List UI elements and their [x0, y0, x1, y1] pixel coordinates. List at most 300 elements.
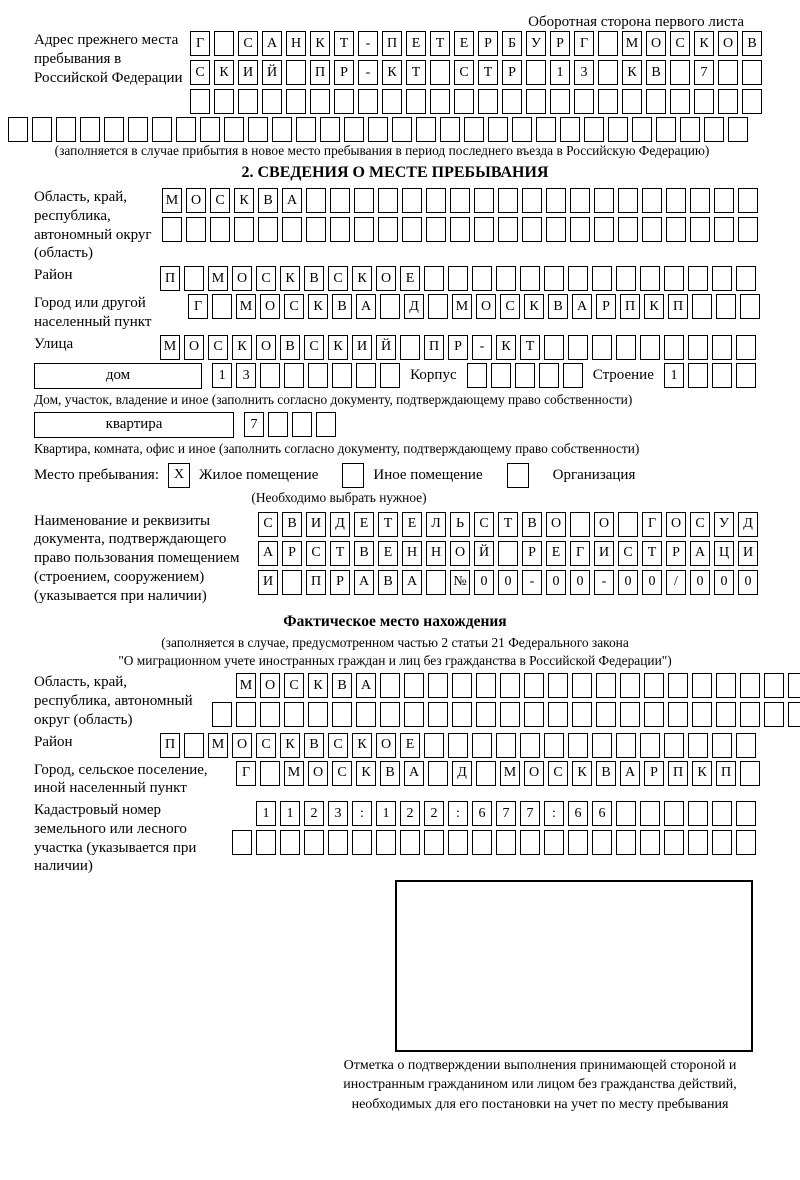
char-cell[interactable]	[526, 60, 546, 85]
char-cell[interactable]: М	[452, 294, 472, 319]
char-cell[interactable]	[618, 217, 638, 242]
char-cell[interactable]: А	[262, 31, 282, 56]
char-cell[interactable]: Т	[478, 60, 498, 85]
char-cell[interactable]: Р	[522, 541, 542, 566]
char-cell[interactable]	[330, 217, 350, 242]
char-cell[interactable]: М	[284, 761, 304, 786]
char-cell[interactable]	[688, 733, 708, 758]
char-cell[interactable]: 7	[520, 801, 540, 826]
char-cell[interactable]	[520, 266, 540, 291]
char-cell[interactable]	[714, 188, 734, 213]
char-cell[interactable]: О	[260, 673, 280, 698]
char-cell[interactable]	[328, 830, 348, 855]
char-cell[interactable]	[616, 830, 636, 855]
char-cell[interactable]	[596, 673, 616, 698]
char-cell[interactable]: Б	[502, 31, 522, 56]
char-cell[interactable]	[640, 266, 660, 291]
char-cell[interactable]: Т	[430, 31, 450, 56]
char-cell[interactable]: Р	[550, 31, 570, 56]
char-cell[interactable]: К	[694, 31, 714, 56]
char-cell[interactable]: Г	[642, 512, 662, 537]
char-cell[interactable]	[764, 702, 784, 727]
char-cell[interactable]	[424, 733, 444, 758]
char-cell[interactable]	[740, 761, 760, 786]
char-cell[interactable]: В	[378, 570, 398, 595]
char-cell[interactable]: К	[644, 294, 664, 319]
char-cell[interactable]	[520, 733, 540, 758]
char-cell[interactable]: Й	[262, 60, 282, 85]
char-cell[interactable]	[618, 512, 638, 537]
char-cell[interactable]: 3	[574, 60, 594, 85]
char-cell[interactable]	[536, 117, 556, 142]
char-cell[interactable]	[616, 266, 636, 291]
char-cell[interactable]	[764, 673, 784, 698]
char-cell[interactable]: С	[474, 512, 494, 537]
char-cell[interactable]	[548, 702, 568, 727]
char-cell[interactable]	[644, 673, 664, 698]
char-cell[interactable]	[666, 188, 686, 213]
char-cell[interactable]: Т	[330, 541, 350, 566]
char-cell[interactable]: С	[454, 60, 474, 85]
char-cell[interactable]	[378, 188, 398, 213]
char-cell[interactable]	[688, 335, 708, 360]
char-cell[interactable]	[690, 217, 710, 242]
char-cell[interactable]: С	[304, 335, 324, 360]
char-cell[interactable]: 0	[474, 570, 494, 595]
char-cell[interactable]	[378, 217, 398, 242]
char-cell[interactable]	[714, 217, 734, 242]
char-cell[interactable]: О	[256, 335, 276, 360]
char-cell[interactable]	[234, 217, 254, 242]
char-cell[interactable]	[642, 188, 662, 213]
char-cell[interactable]	[788, 673, 800, 698]
char-cell[interactable]: К	[280, 266, 300, 291]
char-cell[interactable]	[592, 733, 612, 758]
char-cell[interactable]	[570, 188, 590, 213]
char-cell[interactable]	[392, 117, 412, 142]
char-cell[interactable]	[452, 702, 472, 727]
char-cell[interactable]: В	[646, 60, 666, 85]
char-cell[interactable]	[282, 217, 302, 242]
char-cell[interactable]	[430, 60, 450, 85]
char-cell[interactable]	[526, 89, 546, 114]
char-cell[interactable]	[742, 89, 762, 114]
char-cell[interactable]: 6	[472, 801, 492, 826]
char-cell[interactable]: А	[356, 673, 376, 698]
char-cell[interactable]: К	[692, 761, 712, 786]
char-cell[interactable]: Л	[426, 512, 446, 537]
char-cell[interactable]	[712, 830, 732, 855]
char-cell[interactable]	[128, 117, 148, 142]
char-cell[interactable]: О	[546, 512, 566, 537]
char-cell[interactable]	[214, 89, 234, 114]
char-cell[interactable]	[664, 266, 684, 291]
char-cell[interactable]	[572, 673, 592, 698]
char-cell[interactable]: 1	[376, 801, 396, 826]
char-cell[interactable]	[190, 89, 210, 114]
char-cell[interactable]: В	[742, 31, 762, 56]
char-cell[interactable]: А	[356, 294, 376, 319]
char-cell[interactable]: У	[526, 31, 546, 56]
char-cell[interactable]: 0	[642, 570, 662, 595]
char-cell[interactable]	[692, 673, 712, 698]
char-cell[interactable]	[500, 673, 520, 698]
char-cell[interactable]	[568, 266, 588, 291]
char-cell[interactable]: О	[376, 733, 396, 758]
char-cell[interactable]	[292, 412, 312, 437]
char-cell[interactable]	[332, 363, 352, 388]
char-cell[interactable]: А	[402, 570, 422, 595]
char-cell[interactable]: В	[354, 541, 374, 566]
char-cell[interactable]	[656, 117, 676, 142]
char-cell[interactable]: О	[260, 294, 280, 319]
char-cell[interactable]	[738, 217, 758, 242]
char-cell[interactable]: С	[670, 31, 690, 56]
char-cell[interactable]	[680, 117, 700, 142]
char-cell[interactable]	[404, 702, 424, 727]
char-cell[interactable]: Д	[404, 294, 424, 319]
char-cell[interactable]: Т	[520, 335, 540, 360]
char-cell[interactable]: К	[280, 733, 300, 758]
char-cell[interactable]: О	[376, 266, 396, 291]
char-cell[interactable]	[712, 335, 732, 360]
char-cell[interactable]	[616, 335, 636, 360]
char-cell[interactable]	[306, 188, 326, 213]
char-cell[interactable]: М	[236, 294, 256, 319]
char-cell[interactable]	[214, 31, 234, 56]
char-cell[interactable]: О	[450, 541, 470, 566]
char-cell[interactable]: С	[328, 266, 348, 291]
char-cell[interactable]	[718, 60, 738, 85]
char-cell[interactable]: С	[208, 335, 228, 360]
char-cell[interactable]: 3	[236, 363, 256, 388]
char-cell[interactable]: Г	[236, 761, 256, 786]
char-cell[interactable]: Е	[378, 541, 398, 566]
char-cell[interactable]	[500, 702, 520, 727]
char-cell[interactable]	[184, 266, 204, 291]
char-cell[interactable]	[620, 673, 640, 698]
char-cell[interactable]: Д	[738, 512, 758, 537]
char-cell[interactable]	[608, 117, 628, 142]
char-cell[interactable]: 1	[664, 363, 684, 388]
char-cell[interactable]: О	[232, 266, 252, 291]
char-cell[interactable]: 7	[496, 801, 516, 826]
char-cell[interactable]	[688, 830, 708, 855]
char-cell[interactable]: П	[620, 294, 640, 319]
char-cell[interactable]	[286, 60, 306, 85]
char-cell[interactable]	[416, 117, 436, 142]
char-cell[interactable]: О	[232, 733, 252, 758]
char-cell[interactable]	[400, 830, 420, 855]
char-cell[interactable]	[502, 89, 522, 114]
char-cell[interactable]: Р	[448, 335, 468, 360]
char-cell[interactable]	[736, 733, 756, 758]
char-cell[interactable]	[496, 830, 516, 855]
char-cell[interactable]	[224, 117, 244, 142]
char-cell[interactable]: 0	[618, 570, 638, 595]
char-cell[interactable]	[688, 363, 708, 388]
char-cell[interactable]	[284, 363, 304, 388]
char-cell[interactable]	[640, 733, 660, 758]
char-cell[interactable]: О	[666, 512, 686, 537]
char-cell[interactable]	[498, 541, 518, 566]
char-cell[interactable]	[424, 830, 444, 855]
char-cell[interactable]	[498, 217, 518, 242]
char-cell[interactable]: М	[622, 31, 642, 56]
char-cell[interactable]	[248, 117, 268, 142]
char-cell[interactable]	[476, 702, 496, 727]
char-cell[interactable]: А	[572, 294, 592, 319]
char-cell[interactable]: Г	[574, 31, 594, 56]
char-cell[interactable]: К	[572, 761, 592, 786]
char-cell[interactable]: О	[184, 335, 204, 360]
char-cell[interactable]	[344, 117, 364, 142]
char-cell[interactable]	[406, 89, 426, 114]
char-cell[interactable]: 1	[256, 801, 276, 826]
char-cell[interactable]: В	[280, 335, 300, 360]
char-cell[interactable]: Е	[454, 31, 474, 56]
char-cell[interactable]: К	[352, 266, 372, 291]
char-cell[interactable]	[584, 117, 604, 142]
char-cell[interactable]: П	[668, 294, 688, 319]
char-cell[interactable]	[260, 702, 280, 727]
char-cell[interactable]: К	[214, 60, 234, 85]
char-cell[interactable]: Д	[452, 761, 472, 786]
char-cell[interactable]	[550, 89, 570, 114]
char-cell[interactable]	[210, 217, 230, 242]
char-cell[interactable]	[262, 89, 282, 114]
char-cell[interactable]	[448, 266, 468, 291]
char-cell[interactable]	[668, 673, 688, 698]
char-cell[interactable]: С	[190, 60, 210, 85]
char-cell[interactable]	[304, 830, 324, 855]
char-cell[interactable]	[332, 702, 352, 727]
char-cell[interactable]: Т	[406, 60, 426, 85]
char-cell[interactable]	[594, 188, 614, 213]
char-cell[interactable]: В	[522, 512, 542, 537]
char-cell[interactable]: М	[500, 761, 520, 786]
char-cell[interactable]	[544, 335, 564, 360]
char-cell[interactable]: П	[424, 335, 444, 360]
char-cell[interactable]: С	[618, 541, 638, 566]
char-cell[interactable]: 1	[280, 801, 300, 826]
char-cell[interactable]	[524, 702, 544, 727]
char-cell[interactable]	[568, 335, 588, 360]
char-cell[interactable]	[104, 117, 124, 142]
char-cell[interactable]	[736, 363, 756, 388]
char-cell[interactable]: М	[208, 266, 228, 291]
char-cell[interactable]: И	[594, 541, 614, 566]
char-cell[interactable]	[308, 363, 328, 388]
char-cell[interactable]	[496, 733, 516, 758]
char-cell[interactable]	[716, 294, 736, 319]
char-cell[interactable]	[640, 830, 660, 855]
char-cell[interactable]: И	[306, 512, 326, 537]
char-cell[interactable]: Й	[474, 541, 494, 566]
char-cell[interactable]: -	[472, 335, 492, 360]
char-cell[interactable]: Р	[666, 541, 686, 566]
char-cell[interactable]	[618, 188, 638, 213]
char-cell[interactable]: -	[358, 31, 378, 56]
char-cell[interactable]	[310, 89, 330, 114]
char-cell[interactable]	[404, 673, 424, 698]
char-cell[interactable]: О	[594, 512, 614, 537]
char-cell[interactable]: Д	[330, 512, 350, 537]
char-cell[interactable]	[380, 673, 400, 698]
char-cell[interactable]: П	[160, 266, 180, 291]
char-cell[interactable]	[352, 830, 372, 855]
char-cell[interactable]	[380, 702, 400, 727]
char-cell[interactable]	[474, 217, 494, 242]
char-cell[interactable]	[712, 733, 732, 758]
char-cell[interactable]	[622, 89, 642, 114]
char-cell[interactable]	[520, 830, 540, 855]
char-cell[interactable]: Ц	[714, 541, 734, 566]
char-cell[interactable]	[670, 89, 690, 114]
char-cell[interactable]	[524, 673, 544, 698]
char-cell[interactable]: К	[356, 761, 376, 786]
char-cell[interactable]	[598, 89, 618, 114]
char-cell[interactable]	[491, 363, 511, 388]
char-cell[interactable]	[476, 673, 496, 698]
char-cell[interactable]	[644, 702, 664, 727]
char-cell[interactable]	[268, 412, 288, 437]
char-cell[interactable]: А	[258, 541, 278, 566]
char-cell[interactable]	[376, 830, 396, 855]
stay-type-checkbox-other-premises[interactable]	[342, 463, 364, 488]
char-cell[interactable]	[334, 89, 354, 114]
char-cell[interactable]	[740, 702, 760, 727]
char-cell[interactable]	[450, 217, 470, 242]
char-cell[interactable]	[688, 801, 708, 826]
char-cell[interactable]: Ь	[450, 512, 470, 537]
char-cell[interactable]: С	[284, 294, 304, 319]
char-cell[interactable]: 0	[498, 570, 518, 595]
char-cell[interactable]	[572, 702, 592, 727]
char-cell[interactable]	[716, 702, 736, 727]
char-cell[interactable]	[256, 830, 276, 855]
char-cell[interactable]: С	[332, 761, 352, 786]
char-cell[interactable]: В	[332, 673, 352, 698]
char-cell[interactable]: В	[596, 761, 616, 786]
char-cell[interactable]	[544, 266, 564, 291]
char-cell[interactable]	[574, 89, 594, 114]
char-cell[interactable]: Е	[546, 541, 566, 566]
char-cell[interactable]: К	[622, 60, 642, 85]
char-cell[interactable]: Р	[478, 31, 498, 56]
char-cell[interactable]: Е	[400, 733, 420, 758]
char-cell[interactable]: С	[256, 733, 276, 758]
char-cell[interactable]	[632, 117, 652, 142]
char-cell[interactable]	[428, 673, 448, 698]
char-cell[interactable]: Е	[400, 266, 420, 291]
char-cell[interactable]	[356, 363, 376, 388]
char-cell[interactable]: :	[352, 801, 372, 826]
char-cell[interactable]	[670, 60, 690, 85]
char-cell[interactable]: С	[328, 733, 348, 758]
char-cell[interactable]: К	[234, 188, 254, 213]
char-cell[interactable]	[426, 570, 446, 595]
char-cell[interactable]: О	[646, 31, 666, 56]
char-cell[interactable]: С	[238, 31, 258, 56]
char-cell[interactable]	[498, 188, 518, 213]
char-cell[interactable]: Г	[190, 31, 210, 56]
char-cell[interactable]: Е	[354, 512, 374, 537]
char-cell[interactable]: 0	[738, 570, 758, 595]
char-cell[interactable]: Р	[330, 570, 350, 595]
char-cell[interactable]	[616, 733, 636, 758]
char-cell[interactable]: 3	[328, 801, 348, 826]
char-cell[interactable]	[563, 363, 583, 388]
char-cell[interactable]: П	[716, 761, 736, 786]
char-cell[interactable]: Е	[406, 31, 426, 56]
char-cell[interactable]	[272, 117, 292, 142]
char-cell[interactable]	[428, 761, 448, 786]
char-cell[interactable]	[712, 363, 732, 388]
char-cell[interactable]	[478, 89, 498, 114]
char-cell[interactable]: Р	[644, 761, 664, 786]
char-cell[interactable]	[476, 761, 496, 786]
char-cell[interactable]	[200, 117, 220, 142]
char-cell[interactable]	[692, 294, 712, 319]
char-cell[interactable]	[620, 702, 640, 727]
char-cell[interactable]: С	[500, 294, 520, 319]
stay-type-checkbox-organization[interactable]	[507, 463, 529, 488]
char-cell[interactable]	[568, 733, 588, 758]
char-cell[interactable]: С	[284, 673, 304, 698]
char-cell[interactable]	[184, 733, 204, 758]
char-cell[interactable]: К	[308, 294, 328, 319]
char-cell[interactable]: Т	[378, 512, 398, 537]
char-cell[interactable]: В	[304, 733, 324, 758]
char-cell[interactable]: И	[352, 335, 372, 360]
char-cell[interactable]	[212, 702, 232, 727]
char-cell[interactable]	[80, 117, 100, 142]
char-cell[interactable]	[522, 188, 542, 213]
char-cell[interactable]	[380, 363, 400, 388]
char-cell[interactable]: А	[404, 761, 424, 786]
char-cell[interactable]	[424, 266, 444, 291]
char-cell[interactable]: П	[668, 761, 688, 786]
char-cell[interactable]	[464, 117, 484, 142]
char-cell[interactable]	[280, 830, 300, 855]
char-cell[interactable]	[546, 188, 566, 213]
char-cell[interactable]: :	[544, 801, 564, 826]
char-cell[interactable]: К	[310, 31, 330, 56]
char-cell[interactable]	[296, 117, 316, 142]
char-cell[interactable]: К	[496, 335, 516, 360]
char-cell[interactable]: М	[208, 733, 228, 758]
char-cell[interactable]: В	[258, 188, 278, 213]
char-cell[interactable]: 7	[244, 412, 264, 437]
char-cell[interactable]: П	[310, 60, 330, 85]
char-cell[interactable]	[162, 217, 182, 242]
char-cell[interactable]: Р	[334, 60, 354, 85]
char-cell[interactable]	[539, 363, 559, 388]
char-cell[interactable]: -	[358, 60, 378, 85]
char-cell[interactable]: И	[238, 60, 258, 85]
char-cell[interactable]	[258, 217, 278, 242]
char-cell[interactable]	[788, 702, 800, 727]
char-cell[interactable]	[598, 60, 618, 85]
char-cell[interactable]	[284, 702, 304, 727]
char-cell[interactable]: А	[620, 761, 640, 786]
char-cell[interactable]	[472, 733, 492, 758]
char-cell[interactable]: А	[690, 541, 710, 566]
char-cell[interactable]	[428, 702, 448, 727]
char-cell[interactable]: 0	[714, 570, 734, 595]
char-cell[interactable]	[426, 217, 446, 242]
